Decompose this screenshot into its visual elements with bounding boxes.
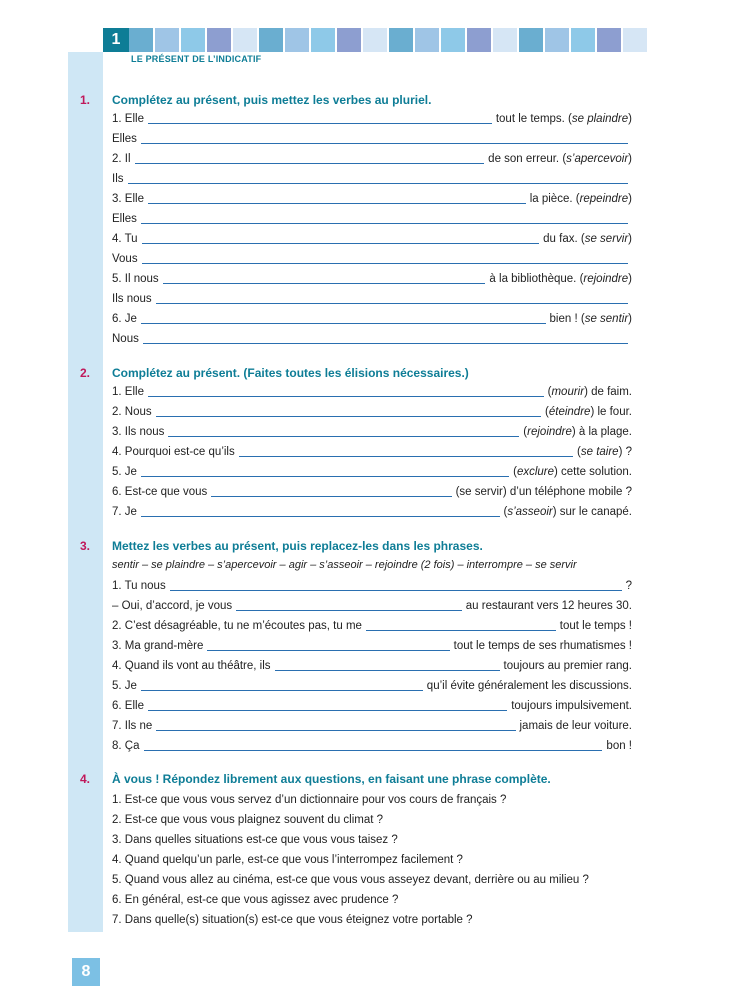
answer-blank[interactable]	[156, 303, 628, 304]
line-suffix: ) cette solution.	[554, 466, 632, 478]
answer-blank[interactable]	[366, 630, 556, 631]
answer-blank[interactable]	[135, 163, 485, 164]
exercise-1-line	[112, 111, 632, 127]
exercise-1-line	[112, 331, 632, 347]
question: 4. Quand quelqu’un parle, est-ce que vous l’interrompez facilement ?	[112, 854, 463, 866]
answer-blank[interactable]	[211, 496, 451, 497]
chapter-number: 1	[103, 28, 129, 52]
header-tile	[545, 28, 569, 52]
header-tile	[519, 28, 543, 52]
exercise-4-title: À vous ! Répondez librement aux questions, en faisant une phrase complète.	[112, 772, 551, 786]
answer-blank[interactable]	[236, 610, 462, 611]
line-close: )	[628, 113, 632, 125]
verb-hint: se servir	[584, 233, 629, 245]
exercise-3-line	[112, 658, 632, 674]
exercise-2-line	[112, 424, 632, 440]
exercise-1-number: 1.	[80, 93, 91, 107]
header-tile	[389, 28, 413, 52]
exercise-1-line	[112, 211, 632, 227]
line-suffix: bon !	[606, 740, 632, 752]
paren-open: (	[503, 506, 508, 518]
answer-blank[interactable]	[144, 750, 603, 751]
line-suffix: ) le four.	[590, 406, 632, 418]
exercise-3-line	[112, 618, 632, 634]
header-tile	[181, 28, 205, 52]
verb-hint: mourir	[551, 386, 585, 398]
line-suffix: du fax. (	[543, 233, 585, 245]
answer-blank[interactable]	[148, 123, 492, 124]
exercise-2-line	[112, 464, 632, 480]
line-suffix: ) de faim.	[584, 386, 632, 398]
verb-hint: s’asseoir	[507, 506, 553, 518]
verb-hint: exclure	[516, 466, 555, 478]
answer-blank[interactable]	[141, 516, 500, 517]
line-prefix: 2. Nous	[112, 406, 152, 418]
exercise-2-line	[112, 384, 632, 400]
exercise-1-line	[112, 131, 632, 147]
verb-hint: rejoindre	[583, 273, 629, 285]
verb-hint: repeindre	[579, 193, 629, 205]
exercise-2-line	[112, 404, 632, 420]
header-tile	[259, 28, 283, 52]
line-suffix: ) à la plage.	[571, 426, 632, 438]
line-prefix: Elles	[112, 213, 137, 225]
answer-blank[interactable]	[168, 436, 519, 437]
line-close: )	[628, 273, 632, 285]
question: 5. Quand vous allez au cinéma, est-ce que vous vous asseyez devant, derrière ou au milieu ?	[112, 874, 589, 886]
line-prefix: 6. Je	[112, 313, 137, 325]
line-suffix: de son erreur. (	[488, 153, 567, 165]
line-prefix: 7. Je	[112, 506, 137, 518]
line-suffix: au restaurant vers 12 heures 30.	[465, 600, 632, 612]
exercise-1-line	[112, 151, 632, 167]
verb-hint: se sentir	[584, 313, 629, 325]
line-suffix: bien ! (	[549, 313, 585, 325]
exercise-3-line	[112, 678, 632, 694]
header-tile	[207, 28, 231, 52]
line-suffix: (se servir) d’un téléphone mobile ?	[455, 486, 632, 498]
exercise-3-line	[112, 738, 632, 754]
header-tile	[233, 28, 257, 52]
line-suffix: tout le temps de ses rhumatismes !	[453, 640, 632, 652]
question: 1. Est-ce que vous vous servez d’un dictionnaire pour vos cours de français ?	[112, 794, 507, 806]
exercise-2-line	[112, 484, 632, 500]
exercise-1-line	[112, 191, 632, 207]
line-prefix: 2. Il	[112, 153, 131, 165]
line-prefix: 5. Je	[112, 466, 137, 478]
exercise-1-line	[112, 251, 632, 267]
line-prefix: 3. Ils nous	[112, 426, 165, 438]
line-prefix: 1. Elle	[112, 386, 144, 398]
line-suffix: jamais de leur voiture.	[519, 720, 632, 732]
line-suffix: la pièce. (	[529, 193, 580, 205]
line-prefix: 6. Est-ce que vous	[112, 486, 208, 498]
line-prefix: 8. Ça	[112, 740, 140, 752]
header-tile	[441, 28, 465, 52]
line-suffix: toujours au premier rang.	[503, 660, 632, 672]
paren-open: (	[547, 386, 552, 398]
verb-hint: rejoindre	[527, 426, 572, 438]
header-tile	[129, 28, 153, 52]
line-prefix: 2. C’est désagréable, tu ne m’écoutes pas, tu me	[112, 620, 362, 632]
line-prefix: Vous	[112, 253, 138, 265]
answer-blank[interactable]	[142, 243, 540, 244]
line-close: )	[628, 313, 632, 325]
answer-blank[interactable]	[163, 283, 486, 284]
line-suffix: toujours impulsivement.	[511, 700, 632, 712]
line-prefix: 1. Elle	[112, 113, 144, 125]
left-margin-band	[68, 52, 103, 932]
line-prefix: 3. Elle	[112, 193, 144, 205]
exercise-3-title: Mettez les verbes au présent, puis replacez-les dans les phrases.	[112, 539, 483, 553]
exercise-3-number: 3.	[80, 539, 91, 553]
exercise-1-line	[112, 291, 632, 307]
line-prefix: Ils nous	[112, 293, 152, 305]
verb-hint: s’apercevoir	[566, 153, 629, 165]
exercise-1-line	[112, 171, 632, 187]
line-prefix: 4. Tu	[112, 233, 138, 245]
page-number: 8	[72, 958, 100, 986]
answer-blank[interactable]	[148, 396, 544, 397]
line-prefix: 6. Elle	[112, 700, 144, 712]
exercise-3-line	[112, 578, 632, 594]
answer-blank[interactable]	[275, 670, 500, 671]
line-prefix: 3. Ma grand-mère	[112, 640, 204, 652]
exercise-2-title: Complétez au présent. (Faites toutes les élisions nécessaires.)	[112, 366, 469, 380]
header-tile	[493, 28, 517, 52]
section-title: LE PRÉSENT DE L’INDICATIF	[131, 54, 262, 64]
line-prefix: 5. Il nous	[112, 273, 159, 285]
line-prefix: 4. Quand ils vont au théâtre, ils	[112, 660, 271, 672]
exercise-1-line	[112, 311, 632, 327]
line-suffix: tout le temps !	[559, 620, 632, 632]
question: 6. En général, est-ce que vous agissez avec prudence ?	[112, 894, 399, 906]
line-close: )	[628, 193, 632, 205]
answer-blank[interactable]	[142, 263, 628, 264]
header-tile	[415, 28, 439, 52]
exercise-2-number: 2.	[80, 366, 91, 380]
header-tile	[623, 28, 647, 52]
exercise-1-line	[112, 271, 632, 287]
exercise-4-number: 4.	[80, 772, 91, 786]
header-tile	[363, 28, 387, 52]
answer-blank[interactable]	[141, 143, 628, 144]
exercise-3-line	[112, 698, 632, 714]
answer-blank[interactable]	[156, 416, 541, 417]
line-prefix: Ils	[112, 173, 124, 185]
line-prefix: Elles	[112, 133, 137, 145]
question: 7. Dans quelle(s) situation(s) est-ce que vous éteignez votre portable ?	[112, 914, 473, 926]
answer-blank[interactable]	[148, 710, 507, 711]
answer-blank[interactable]	[170, 590, 622, 591]
answer-blank[interactable]	[143, 343, 628, 344]
header-tile	[311, 28, 335, 52]
header-tile	[155, 28, 179, 52]
line-suffix: tout le temps. (	[495, 113, 572, 125]
header-tile	[467, 28, 491, 52]
header-tile	[337, 28, 361, 52]
exercise-3-line	[112, 718, 632, 734]
line-close: )	[628, 153, 632, 165]
answer-blank[interactable]	[207, 650, 449, 651]
answer-blank[interactable]	[148, 203, 526, 204]
question: 3. Dans quelles situations est-ce que vous vous taisez ?	[112, 834, 398, 846]
paren-open: (	[523, 426, 528, 438]
line-suffix: qu’il évite généralement les discussions.	[426, 680, 632, 692]
header-tile	[571, 28, 595, 52]
line-suffix: à la bibliothèque. (	[489, 273, 584, 285]
answer-blank[interactable]	[141, 476, 509, 477]
verb-list: sentir – se plaindre – s’apercevoir – agir – s’asseoir – rejoindre (2 fois) – interrompre – se servir	[112, 559, 577, 571]
answer-blank[interactable]	[156, 730, 515, 731]
line-prefix: 1. Tu nous	[112, 580, 166, 592]
line-close: )	[628, 233, 632, 245]
verb-hint: se taire	[580, 446, 619, 458]
answer-blank[interactable]	[141, 690, 423, 691]
exercise-2-line	[112, 444, 632, 460]
paren-open: (	[577, 446, 581, 458]
line-suffix: ?	[625, 580, 632, 592]
answer-blank[interactable]	[128, 183, 629, 184]
paren-open: (	[545, 406, 549, 418]
header-color-tiles	[129, 28, 649, 52]
paren-open: (	[513, 466, 517, 478]
line-prefix: 7. Ils ne	[112, 720, 153, 732]
line-suffix: ) sur le canapé.	[552, 506, 632, 518]
answer-blank[interactable]	[239, 456, 573, 457]
exercise-3-line	[112, 638, 632, 654]
verb-hint: éteindre	[548, 406, 591, 418]
exercise-1-line	[112, 231, 632, 247]
line-prefix: 5. Je	[112, 680, 137, 692]
header-tile	[285, 28, 309, 52]
header-tile	[597, 28, 621, 52]
exercise-2-line	[112, 504, 632, 520]
line-prefix: Nous	[112, 333, 139, 345]
question: 2. Est-ce que vous vous plaignez souvent du climat ?	[112, 814, 384, 826]
exercise-3-line	[112, 598, 632, 614]
line-prefix: 4. Pourquoi est-ce qu’ils	[112, 446, 235, 458]
exercise-1-title: Complétez au présent, puis mettez les verbes au pluriel.	[112, 93, 432, 107]
line-suffix: ) ?	[618, 446, 632, 458]
answer-blank[interactable]	[141, 323, 546, 324]
answer-blank[interactable]	[141, 223, 628, 224]
line-prefix: – Oui, d’accord, je vous	[112, 600, 233, 612]
verb-hint: se plaindre	[571, 113, 629, 125]
